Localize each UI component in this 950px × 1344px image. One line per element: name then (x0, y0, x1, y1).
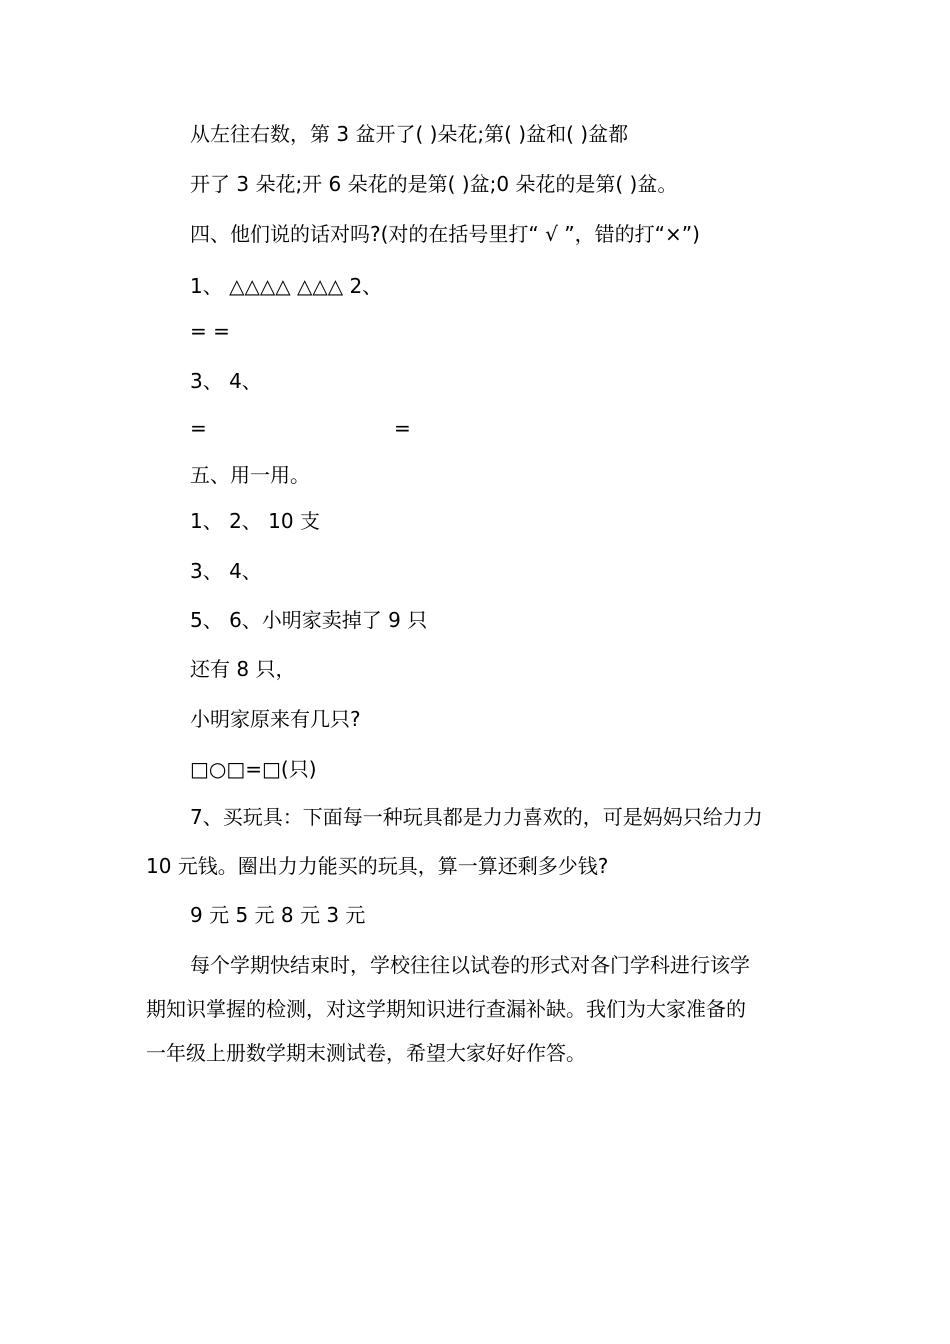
text-line: 10 元钱。圈出力力能买的玩具，算一算还剩多少钱? (146, 854, 609, 878)
paragraph-line: 一年级上册数学期末测试卷，希望大家好好作答。 (146, 1041, 586, 1065)
text-line: 5、 6、小明家卖掉了 9 只 (190, 608, 428, 632)
text-line: 7、买玩具：下面每一种玩具都是力力喜欢的，可是妈妈只给力力 (190, 805, 763, 829)
text-line: 从左往右数，第 3 盆开了( )朵花;第( )盆和( )盆都 (190, 122, 629, 146)
text-line: 还有 8 只， (190, 657, 296, 681)
text-line: 开了 3 朵花;开 6 朵花的是第( )盆;0 朵花的是第( )盆。 (190, 172, 678, 196)
text-line: 1、 2、 10 支 (190, 509, 320, 533)
section-heading: 四、他们说的话对吗?(对的在括号里打“ √ ”，错的打“×”) (190, 222, 700, 246)
text-line: 3、 4、 (190, 369, 262, 393)
paragraph-line: 期知识掌握的检测，对这学期知识进行查漏补缺。我们为大家准备的 (146, 997, 746, 1021)
text-line: 1、 △△△△ △△△ 2、 (190, 274, 383, 298)
text-line: 3、 4、 (190, 559, 262, 583)
text-line: = (190, 416, 207, 440)
text-line: □○□=□(只) (190, 757, 317, 781)
text-line: 9 元 5 元 8 元 3 元 (190, 903, 366, 927)
text-line: 小明家原来有几只? (190, 707, 361, 731)
text-line: = (394, 416, 411, 440)
section-heading: 五、用一用。 (190, 463, 310, 487)
text-line: = = (190, 319, 230, 343)
paragraph-line: 每个学期快结束时，学校往往以试卷的形式对各门学科进行该学 (190, 953, 750, 977)
